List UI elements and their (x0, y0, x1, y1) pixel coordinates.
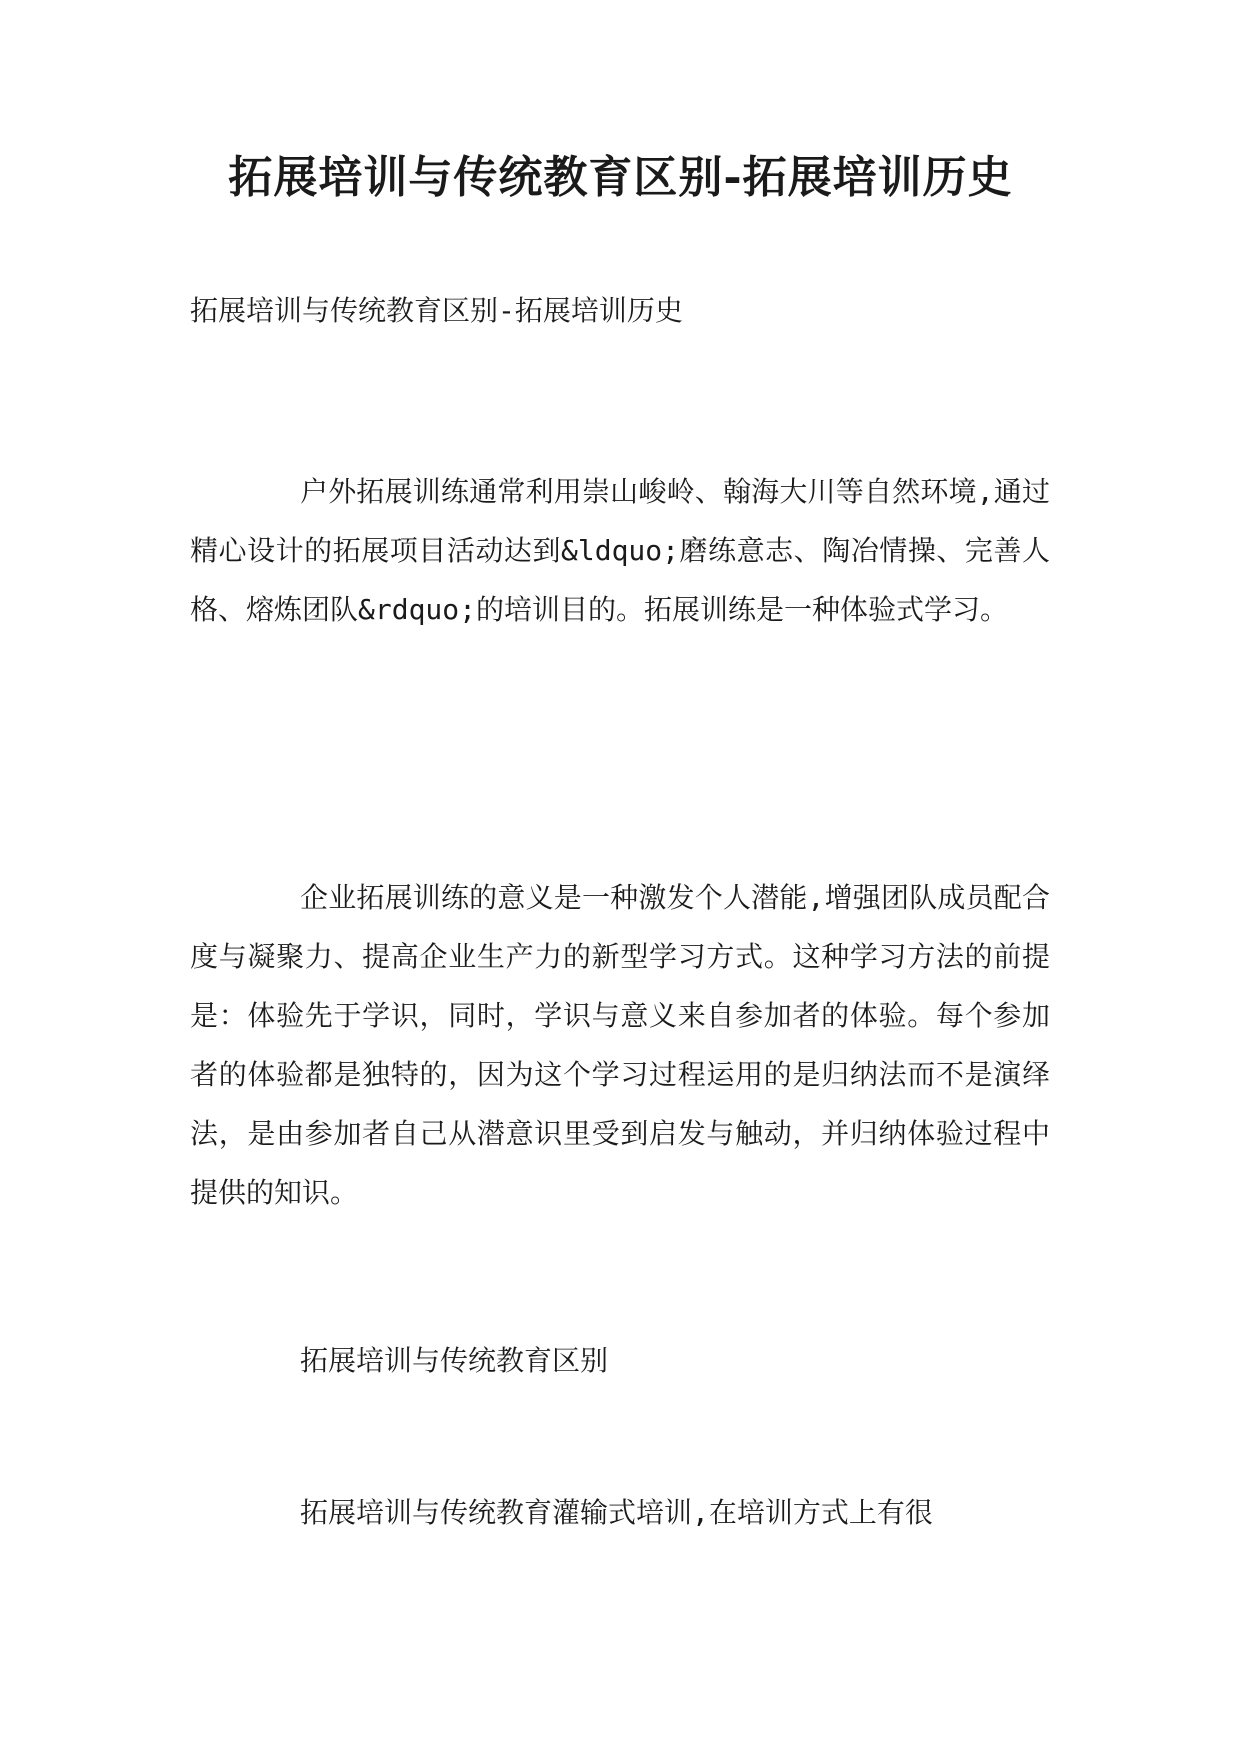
paragraph-outdoor-training: 户外拓展训练通常利用崇山峻岭、翰海大川等自然环境,通过精心设计的拓展项目活动达到&ldquo;磨练意志、陶冶情操、完善人格、熔炼团队&rdquo;的培训目的。拓展训练是一种体验式学习。 (190, 475, 1050, 626)
document-subtitle: 拓展培训与传统教育区别-拓展培训历史 (190, 294, 683, 327)
section-heading-difference: 拓展培训与传统教育区别 (300, 1344, 609, 1377)
document-title: 拓展培训与传统教育区别-拓展培训历史 (228, 152, 1013, 203)
paragraph-comparison: 拓展培训与传统教育灌输式培训,在培训方式上有很 (300, 1496, 933, 1529)
paragraph-enterprise-training: 企业拓展训练的意义是一种激发个人潜能,增强团队成员配合度与凝聚力、提高企业生产力的新型学习方式。这种学习方法的前提是：体验先于学识，同时，学识与意义来自参加者的体验。每个参加者的体验都是独特的，因为这个学习过程运用的是归纳法而不是演绎法，是由参加者自己从潜意识里受到启发与触动，并归纳体验过程中提供的知识。 (190, 881, 1050, 1209)
